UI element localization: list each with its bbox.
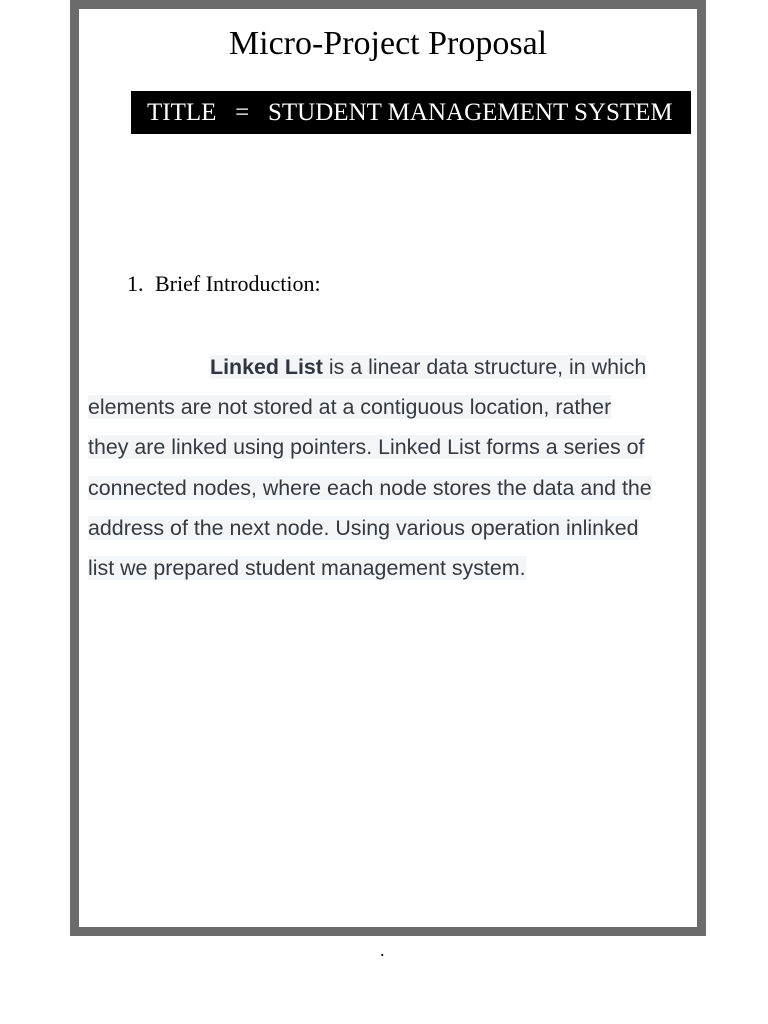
introduction-paragraph: [88, 347, 692, 588]
paragraph-text: is a linear data structure, in which: [322, 355, 647, 379]
section-heading: [127, 270, 321, 298]
project-title-bar: TITLE = STUDENT MANAGEMENT SYSTEM: [131, 91, 691, 134]
paragraph-line: they are linked using pointers. Linked List forms a series of: [88, 435, 645, 460]
paragraph-line: list we prepared student management system.: [88, 556, 526, 581]
paragraph-line: [88, 347, 692, 387]
bold-term: Linked List: [210, 355, 323, 379]
paragraph-line: address of the next node. Using various operation inlinked: [88, 515, 639, 540]
paragraph-line: connected nodes, where each node stores the data and the: [88, 475, 652, 500]
section-number: 1.: [127, 271, 144, 296]
footer-mark: .: [380, 940, 385, 960]
paragraph-line: elements are not stored at a contiguous location, rather: [88, 395, 612, 420]
page-title: Micro-Project Proposal: [228, 25, 548, 62]
section-label: Brief Introduction:: [155, 271, 321, 296]
